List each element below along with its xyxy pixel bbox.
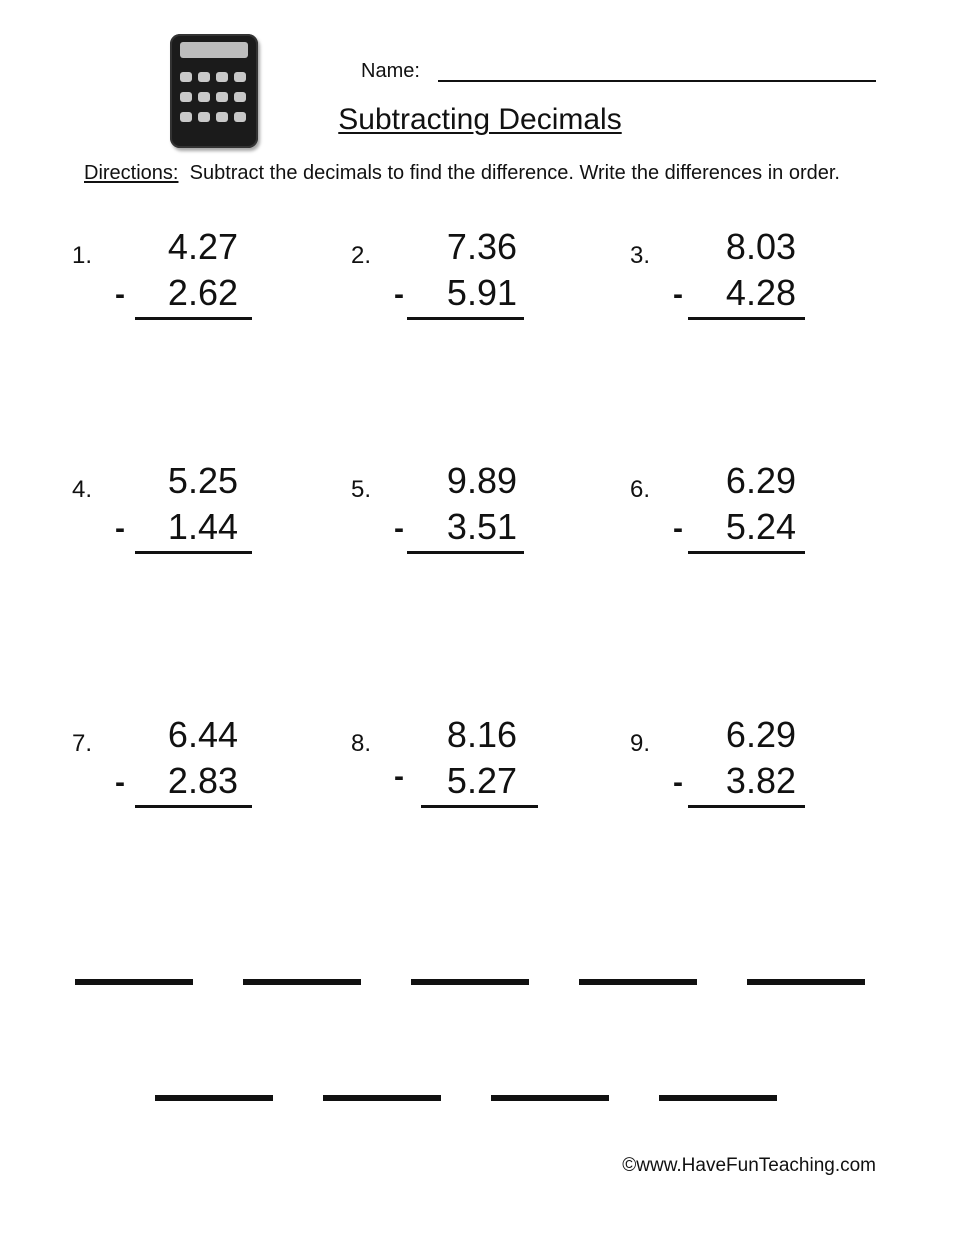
minuend: 5.25 [167, 460, 238, 501]
problem-1 [72, 228, 332, 328]
problem-8 [351, 716, 611, 816]
answer-blank[interactable] [659, 1095, 777, 1101]
directions-text: Subtract the decimals to find the difference. Write the differences in order. [189, 162, 840, 184]
subtrahend: 2.62 [167, 272, 238, 313]
answer-blank[interactable] [579, 979, 697, 985]
name-label: Name: [361, 60, 420, 82]
minus-sign: - [673, 766, 683, 799]
directions [84, 160, 884, 187]
answer-blank[interactable] [747, 979, 865, 985]
answer-rule [407, 551, 524, 554]
calculator-screen [180, 42, 248, 58]
minuend: 6.29 [725, 714, 796, 755]
problem-6 [630, 462, 890, 562]
minuend: 6.29 [725, 460, 796, 501]
answer-rule [407, 317, 524, 320]
answer-blank[interactable] [411, 979, 529, 985]
problem-3 [630, 228, 890, 328]
subtrahend: 5.24 [725, 506, 796, 547]
answer-blank[interactable] [75, 979, 193, 985]
answer-rule [135, 317, 252, 320]
minus-sign: - [673, 512, 683, 545]
answer-rule [135, 805, 252, 808]
minus-sign: - [394, 760, 404, 793]
subtrahend: 3.51 [446, 506, 517, 547]
subtrahend: 5.91 [446, 272, 517, 313]
answer-rule [421, 805, 538, 808]
problem-5 [351, 462, 611, 562]
problem-7 [72, 716, 332, 816]
name-field-line[interactable] [438, 80, 876, 82]
problem-4 [72, 462, 332, 562]
subtrahend: 4.28 [725, 272, 796, 313]
minuend: 8.16 [446, 714, 517, 755]
minus-sign: - [394, 278, 404, 311]
copyright-footer: ©www.HaveFunTeaching.com [622, 1155, 876, 1176]
problem-number: 1. [72, 242, 93, 269]
minus-sign: - [115, 766, 125, 799]
minuend: 6.44 [167, 714, 238, 755]
minuend: 8.03 [725, 226, 796, 267]
problem-number: 7. [72, 730, 93, 757]
minus-sign: - [673, 278, 683, 311]
subtrahend: 5.27 [446, 760, 517, 801]
answer-rule [688, 551, 805, 554]
problem-2 [351, 228, 611, 328]
answer-blank[interactable] [243, 979, 361, 985]
subtrahend: 3.82 [725, 760, 796, 801]
problem-number: 8. [351, 730, 372, 757]
answer-rule [688, 317, 805, 320]
answer-blank[interactable] [155, 1095, 273, 1101]
minus-sign: - [115, 512, 125, 545]
problem-number: 4. [72, 476, 93, 503]
problem-number: 6. [630, 476, 651, 503]
subtrahend: 1.44 [167, 506, 238, 547]
answer-blank[interactable] [323, 1095, 441, 1101]
problem-number: 3. [630, 242, 651, 269]
answer-rule [135, 551, 252, 554]
answer-blank[interactable] [491, 1095, 609, 1101]
problem-number: 2. [351, 242, 372, 269]
directions-label: Directions: [84, 162, 179, 184]
worksheet-title: Subtracting Decimals [338, 103, 622, 136]
minuend: 9.89 [446, 460, 517, 501]
minus-sign: - [115, 278, 125, 311]
problem-number: 9. [630, 730, 651, 757]
minus-sign: - [394, 512, 404, 545]
minuend: 4.27 [167, 226, 238, 267]
subtrahend: 2.83 [167, 760, 238, 801]
problem-number: 5. [351, 476, 372, 503]
minuend: 7.36 [446, 226, 517, 267]
answer-rule [688, 805, 805, 808]
problem-9 [630, 716, 890, 816]
